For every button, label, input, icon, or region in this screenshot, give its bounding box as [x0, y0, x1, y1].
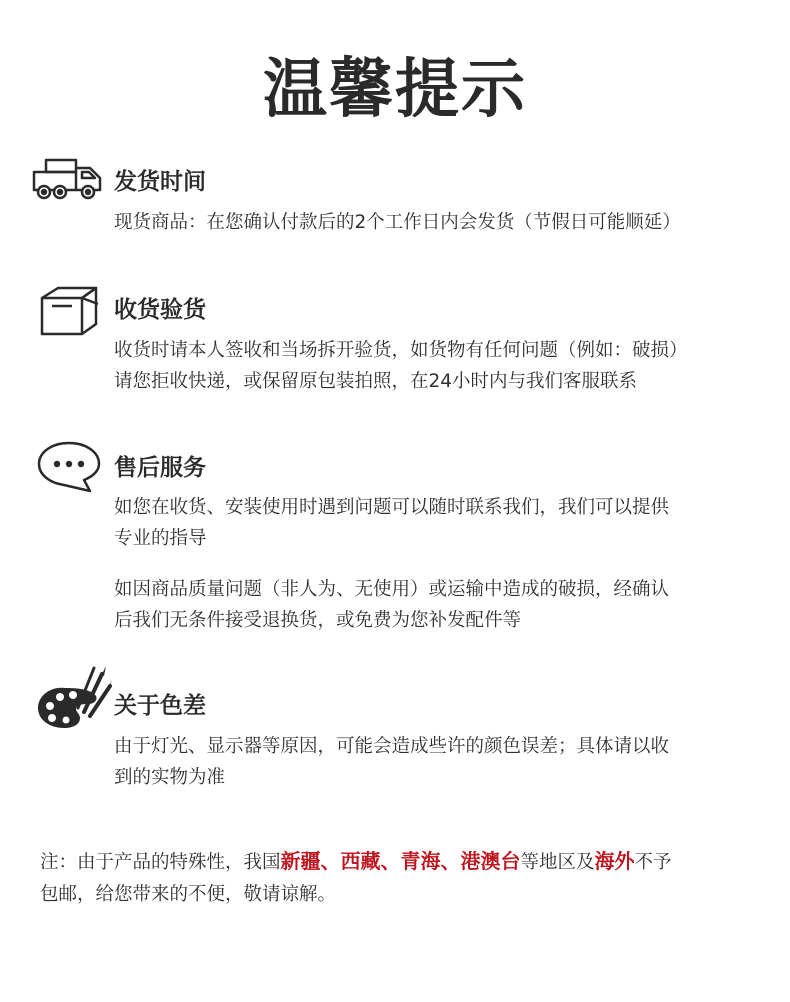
- note-highlight-overseas: 海外: [594, 849, 635, 873]
- section-paragraph: [114, 492, 774, 554]
- text-line: 由于灯光、显示器等原因，可能会造成些许的颜色误差；具体请以收: [114, 736, 670, 757]
- note-line-2: 包邮，给您带来的不便，敬请谅解。: [40, 884, 337, 905]
- section-paragraph: [114, 335, 774, 397]
- package-box-icon: [38, 286, 102, 336]
- text-line: 请您拒收快递，或保留原包装拍照，在24小时内与我们客服联系: [114, 371, 638, 392]
- text-line: 收货时请本人签收和当场拆开验货，如货物有任何问题（例如：破损）: [114, 340, 688, 361]
- text-line: 后我们无条件接受退换货，或免费为您补发配件等: [114, 610, 522, 631]
- note-line-1: [40, 845, 760, 879]
- section-paragraph: [114, 574, 774, 636]
- text-line: 如因商品质量问题（非人为、无使用）或运输中造成的破损，经确认: [114, 579, 670, 600]
- text-line: 如您在收货、安装使用时遇到问题可以随时联系我们，我们可以提供: [114, 497, 670, 518]
- section-title: 关于色差: [114, 693, 206, 719]
- note-highlight-regions: 新疆、西藏、青海、港澳台: [280, 849, 521, 873]
- paint-palette-icon: [36, 664, 112, 732]
- section-title: 售后服务: [114, 455, 206, 481]
- chat-bubble-icon: [36, 440, 102, 494]
- note-middle: 等地区及: [520, 852, 595, 873]
- text-line: 专业的指导: [114, 528, 207, 549]
- section-title: 发货时间: [114, 169, 206, 195]
- note-prefix: 注：由于产品的特殊性，我国: [40, 852, 281, 873]
- section-paragraph: [114, 207, 774, 238]
- note-suffix: 不予: [634, 852, 672, 873]
- text-line: 现货商品：在您确认付款后的2个工作日内会发货（节假日可能顺延）: [114, 212, 681, 233]
- section-paragraph: [114, 731, 774, 793]
- delivery-truck-icon: [32, 158, 104, 202]
- section-title: 收货验货: [114, 297, 206, 323]
- page-title: 温馨提示: [263, 53, 527, 127]
- text-line: 到的实物为准: [114, 767, 226, 788]
- shipping-note: [40, 845, 760, 911]
